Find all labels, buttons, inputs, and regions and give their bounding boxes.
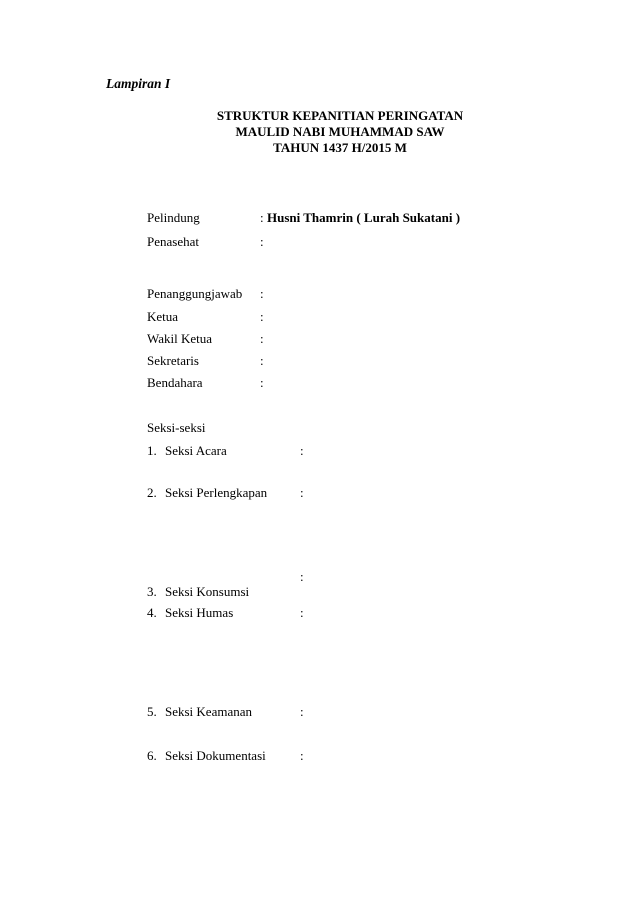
role-colon: : xyxy=(260,331,264,346)
title-line-3: TAHUN 1437 H/2015 M xyxy=(273,140,407,155)
section-number: 6. xyxy=(147,748,157,763)
role-colon: : xyxy=(260,234,264,249)
role-label-penanggungjawab: Penanggungjawab xyxy=(147,286,243,301)
role-label-wakil-ketua: Wakil Ketua xyxy=(147,331,213,346)
section-label-acara: Seksi Acara xyxy=(165,443,227,458)
role-colon: : xyxy=(260,210,264,225)
sections-heading: Seksi-seksi xyxy=(147,420,206,435)
section-label-humas: Seksi Humas xyxy=(165,605,234,620)
role-colon: : xyxy=(260,309,264,324)
role-value-pelindung: Husni Thamrin ( Lurah Sukatani ) xyxy=(267,210,461,225)
section-colon: : xyxy=(300,748,304,763)
section-label-keamanan: Seksi Keamanan xyxy=(165,704,253,719)
role-label-ketua: Ketua xyxy=(147,309,179,324)
section-colon: : xyxy=(300,569,304,584)
role-label-pelindung: Pelindung xyxy=(147,210,200,225)
section-number: 5. xyxy=(147,704,157,719)
section-number: 1. xyxy=(147,443,157,458)
section-colon: : xyxy=(300,443,304,458)
section-colon: : xyxy=(300,485,304,500)
section-colon: : xyxy=(300,605,304,620)
section-number: 3. xyxy=(147,584,157,599)
section-label-perlengkapan: Seksi Perlengkapan xyxy=(165,485,268,500)
role-colon: : xyxy=(260,353,264,368)
role-label-bendahara: Bendahara xyxy=(147,375,203,390)
role-label-penasehat: Penasehat xyxy=(147,234,199,249)
attachment-label: Lampiran I xyxy=(106,76,171,91)
role-colon: : xyxy=(260,375,264,390)
section-number: 2. xyxy=(147,485,157,500)
section-label-konsumsi: Seksi Konsumsi xyxy=(165,584,250,599)
role-label-sekretaris: Sekretaris xyxy=(147,353,199,368)
section-label-dokumentasi: Seksi Dokumentasi xyxy=(165,748,266,763)
title-line-2: MAULID NABI MUHAMMAD SAW xyxy=(235,124,445,139)
role-colon: : xyxy=(260,286,264,301)
section-colon: : xyxy=(300,704,304,719)
section-number: 4. xyxy=(147,605,157,620)
title-line-1: STRUKTUR KEPANITIAN PERINGATAN xyxy=(216,108,464,123)
